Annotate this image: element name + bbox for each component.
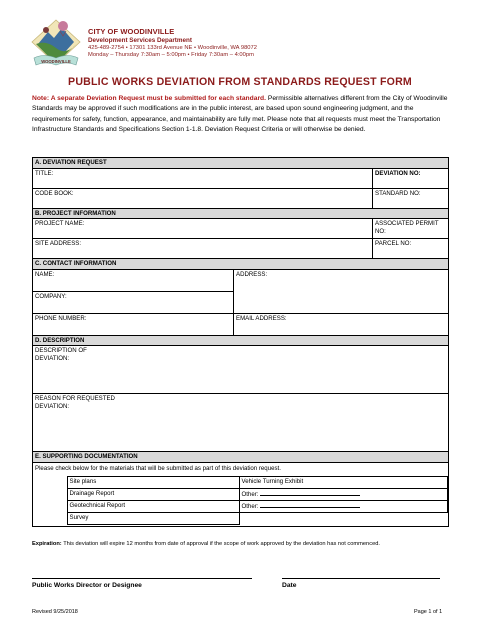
deviation-no-label: DEVIATION NO:	[375, 169, 421, 177]
checkbox-geotechnical-report[interactable]	[35, 500, 67, 512]
note-lead: Note: A separate Deviation Request must be submitted for each standard.	[32, 95, 266, 102]
supporting-docs-checklist	[35, 476, 448, 525]
section-b-heading: B. PROJECT INFORMATION	[33, 208, 449, 219]
parcel-no-field[interactable]	[373, 239, 449, 259]
code-book-field[interactable]	[33, 188, 373, 208]
expiration-text: This deviation will expire 12 months from date of approval if the scope of work approved by the deviation has not commenced.	[61, 541, 380, 547]
company-label: COMPANY:	[35, 292, 67, 300]
checkbox-survey[interactable]	[35, 512, 67, 524]
department-name: Development Services Department	[88, 37, 192, 44]
email-field[interactable]	[234, 313, 449, 335]
note-paragraph	[32, 94, 448, 136]
director-signature-line[interactable]	[32, 578, 252, 579]
city-name: CITY OF WOODINVILLE	[88, 27, 175, 36]
project-name-field[interactable]	[33, 219, 373, 239]
expiration-label: Expiration:	[32, 541, 62, 547]
request-form-table	[32, 157, 449, 527]
description-label: DESCRIPTION OF DEVIATION:	[35, 347, 87, 362]
doc-item-other-1[interactable]	[239, 488, 447, 500]
expiration-note	[32, 541, 452, 547]
title-label: TITLE:	[35, 169, 54, 177]
svg-text:WOODINVILLE: WOODINVILLE	[41, 59, 71, 64]
phone-field[interactable]	[33, 313, 234, 335]
other-2-label: Other:	[241, 502, 259, 510]
supporting-docs-cell	[33, 462, 449, 526]
deviation-no-field[interactable]	[373, 168, 449, 188]
doc-item-vehicle-turning: Vehicle Turning Exhibit	[239, 476, 447, 488]
doc-item-empty	[239, 512, 447, 524]
office-hours: Monday – Thursday 7:30am – 5:00pm • Friday 7:30am – 4:00pm	[88, 52, 254, 58]
date-signature-line[interactable]	[282, 578, 440, 579]
woodinville-logo	[30, 18, 82, 76]
note-body: Permissible alternatives different from the City of Woodinville Standards may be approved if such modifications are in the public interest, are based upon sound engineering judgment, and the requirements for safety, function, appearance, and maintainability are fully met. Please note that all requests must meet the Transportation Infrastructure Standards and Specifications Section 1-1.8. Deviation Request Criteria or will otherwise be denied.	[32, 95, 448, 134]
contact-name-field[interactable]	[33, 269, 234, 291]
supporting-docs-instructions: Please check below for the materials that will be submitted as part of this deviation request.	[35, 464, 281, 472]
other-1-underline	[260, 490, 360, 496]
revised-date: Revised 9/25/2018	[32, 609, 78, 615]
other-1-label: Other:	[241, 490, 259, 498]
associated-permit-label: ASSOCIATED PERMIT NO:	[375, 220, 439, 235]
phone-label: PHONE NUMBER:	[35, 314, 87, 322]
contact-address-field[interactable]	[234, 269, 449, 313]
doc-item-site-plans: Site plans	[67, 476, 239, 488]
other-2-underline	[260, 502, 360, 508]
reason-label: REASON FOR REQUESTED DEVIATION:	[35, 395, 115, 410]
standard-no-field[interactable]	[373, 188, 449, 208]
date-label: Date	[282, 582, 297, 589]
code-book-label: CODE BOOK:	[35, 189, 74, 197]
doc-item-survey: Survey	[67, 512, 239, 524]
contact-address: 425-489-2754 • 17301 133rd Avenue NE • Woodinville, WA 98072	[88, 45, 257, 51]
section-e-heading: E. SUPPORTING DOCUMENTATION	[33, 452, 449, 463]
site-address-label: SITE ADDRESS:	[35, 240, 82, 248]
company-field[interactable]	[33, 291, 234, 313]
director-signature-label: Public Works Director or Designee	[32, 582, 142, 589]
checkbox-drainage-report[interactable]	[35, 488, 67, 500]
parcel-no-label: PARCEL NO:	[375, 240, 412, 248]
site-address-field[interactable]	[33, 239, 373, 259]
reason-field[interactable]	[33, 394, 449, 452]
section-c-heading: C. CONTACT INFORMATION	[33, 259, 449, 270]
contact-name-label: NAME:	[35, 270, 55, 278]
page-number: Page 1 of 1	[414, 609, 443, 615]
description-field[interactable]	[33, 346, 449, 394]
associated-permit-field[interactable]	[373, 219, 449, 239]
section-d-heading: D. DESCRIPTION	[33, 335, 449, 346]
letterhead	[30, 18, 450, 78]
form-title: PUBLIC WORKS DEVIATION FROM STANDARDS REQUEST FORM	[68, 76, 412, 88]
email-label: EMAIL ADDRESS:	[236, 314, 287, 322]
doc-item-geotechnical-report: Geotechnical Report	[67, 500, 239, 512]
checkbox-site-plans[interactable]	[35, 476, 67, 488]
doc-item-drainage-report: Drainage Report	[67, 488, 239, 500]
section-a-heading: A. DEVIATION REQUEST	[33, 158, 449, 169]
standard-no-label: STANDARD NO:	[375, 189, 421, 197]
contact-address-label: ADDRESS:	[236, 270, 268, 278]
project-name-label: PROJECT NAME:	[35, 220, 85, 228]
title-field[interactable]	[33, 168, 373, 188]
doc-item-other-2[interactable]	[239, 500, 447, 512]
